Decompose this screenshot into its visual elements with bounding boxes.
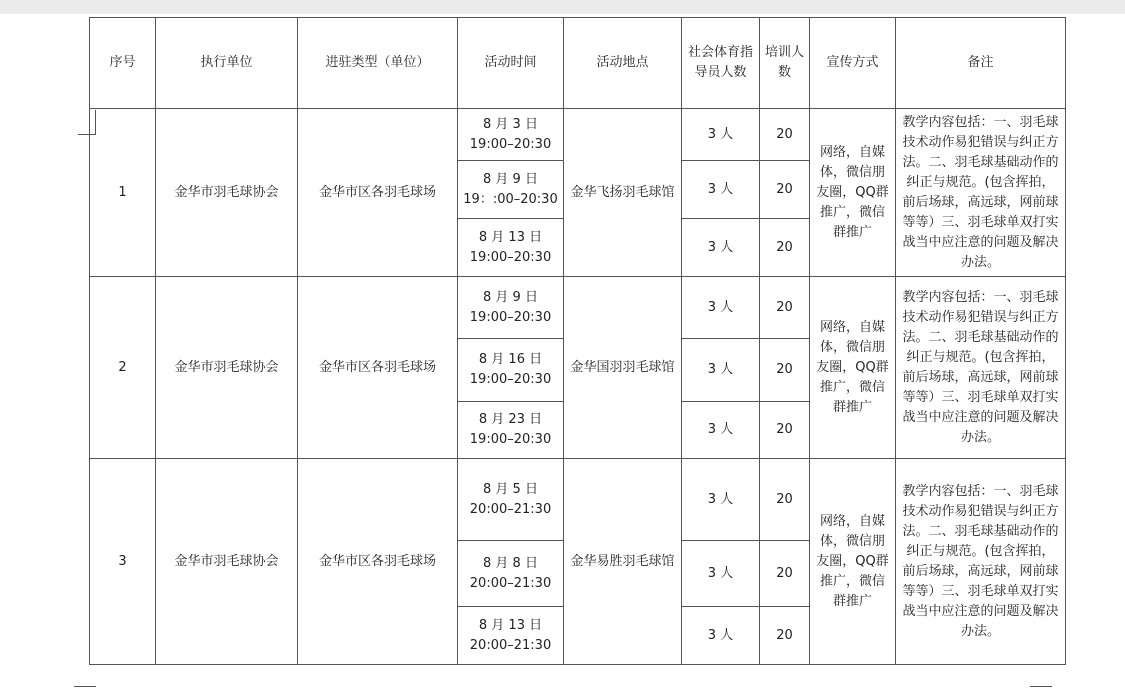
guides-cell: 3 人	[682, 541, 760, 607]
header-row	[90, 18, 1066, 109]
seq-cell: 2	[90, 277, 156, 459]
time-cell	[458, 219, 564, 277]
time-cell	[458, 402, 564, 459]
time-cell	[458, 459, 564, 541]
time-cell	[458, 607, 564, 665]
header-time: 活动时间	[458, 18, 564, 109]
session-date: 8 月 13 日	[478, 229, 543, 245]
time-cell	[458, 277, 564, 339]
header-note: 备注	[896, 18, 1066, 109]
note-cell: 教学内容包括：一、羽毛球技术动作易犯错误与纠正方法。二、羽毛球基础动作的纠正与规范。(包含挥拍，前后场球，高远球，网前球等等）三、羽毛球单双打实战当中应注意的问题及解决办法。	[896, 109, 1066, 277]
guides-cell: 3 人	[682, 607, 760, 665]
promo-cell: 网络，自媒体，微信朋友圈，QQ群推广，微信群推广	[810, 277, 896, 459]
header-unit: 执行单位	[156, 18, 298, 109]
trainees-cell: 20	[760, 541, 810, 607]
guides-cell: 3 人	[682, 459, 760, 541]
guides-cell: 3 人	[682, 339, 760, 402]
time-cell	[458, 109, 564, 161]
session-time: 20:00–21:30	[469, 501, 552, 517]
session-date: 8 月 3 日	[483, 116, 538, 132]
type-cell: 金华市区各羽毛球场	[298, 109, 458, 277]
trainees-cell: 20	[760, 339, 810, 402]
header-guides: 社会体育指导员人数	[682, 18, 760, 109]
session-time: 19：:00–20:30	[463, 191, 558, 207]
session-time: 19:00–20:30	[469, 372, 552, 387]
guides-cell: 3 人	[682, 161, 760, 219]
table-body	[90, 109, 1066, 665]
session-date: 8 月 5 日	[483, 481, 538, 497]
guides-cell: 3 人	[682, 219, 760, 277]
table-row	[90, 109, 1066, 161]
promo-cell: 网络，自媒体，微信朋友圈，QQ群推广，微信群推广	[810, 459, 896, 665]
session-date: 8 月 13 日	[478, 617, 543, 633]
activity-schedule-table	[89, 17, 1066, 665]
header-promo: 宣传方式	[810, 18, 896, 109]
trainees-cell: 20	[760, 277, 810, 339]
guides-cell: 3 人	[682, 277, 760, 339]
session-time: 20:00–21:30	[469, 575, 552, 591]
header-type: 进驻类型（单位）	[298, 18, 458, 109]
session-time: 19:00–20:30	[469, 432, 552, 447]
session-time: 20:00–21:30	[469, 637, 552, 653]
guides-cell: 3 人	[682, 402, 760, 459]
header-venue: 活动地点	[564, 18, 682, 109]
header-trainees: 培训人数	[760, 18, 810, 109]
document-top-bar	[0, 0, 1125, 14]
trainees-cell: 20	[760, 161, 810, 219]
session-date: 8 月 9 日	[483, 171, 538, 187]
session-date: 8 月 23 日	[478, 412, 543, 427]
type-cell: 金华市区各羽毛球场	[298, 459, 458, 665]
venue-cell: 金华飞扬羽毛球馆	[564, 109, 682, 277]
session-time: 19:00–20:30	[469, 249, 552, 265]
unit-cell: 金华市羽毛球协会	[156, 277, 298, 459]
table-row	[90, 459, 1066, 541]
session-date: 8 月 16 日	[478, 352, 543, 367]
session-date: 8 月 8 日	[483, 555, 538, 571]
trainees-cell: 20	[760, 402, 810, 459]
trainees-cell: 20	[760, 219, 810, 277]
seq-cell: 3	[90, 459, 156, 665]
note-cell: 教学内容包括：一、羽毛球技术动作易犯错误与纠正方法。二、羽毛球基础动作的纠正与规范。(包含挥拍，前后场球，高远球，网前球等等）三、羽毛球单双打实战当中应注意的问题及解决办法。	[896, 277, 1066, 459]
note-cell: 教学内容包括：一、羽毛球技术动作易犯错误与纠正方法。二、羽毛球基础动作的纠正与规范。(包含挥拍，前后场球，高远球，网前球等等）三、羽毛球单双打实战当中应注意的问题及解决办法。	[896, 459, 1066, 665]
header-seq: 序号	[90, 18, 156, 109]
time-cell	[458, 541, 564, 607]
seq-cell: 1	[90, 109, 156, 277]
trainees-cell: 20	[760, 607, 810, 665]
time-cell	[458, 339, 564, 402]
unit-cell: 金华市羽毛球协会	[156, 459, 298, 665]
venue-cell: 金华国羽羽毛球馆	[564, 277, 682, 459]
guides-cell: 3 人	[682, 109, 760, 161]
trainees-cell: 20	[760, 459, 810, 541]
type-cell: 金华市区各羽毛球场	[298, 277, 458, 459]
session-date: 8 月 9 日	[483, 289, 538, 305]
promo-cell: 网络，自媒体，微信朋友圈，QQ群推广，微信群推广	[810, 109, 896, 277]
unit-cell: 金华市羽毛球协会	[156, 109, 298, 277]
time-cell	[458, 161, 564, 219]
venue-cell: 金华易胜羽毛球馆	[564, 459, 682, 665]
session-time: 19:00–20:30	[469, 136, 552, 152]
table-row	[90, 277, 1066, 339]
trainees-cell: 20	[760, 109, 810, 161]
session-time: 19:00–20:30	[469, 309, 552, 325]
